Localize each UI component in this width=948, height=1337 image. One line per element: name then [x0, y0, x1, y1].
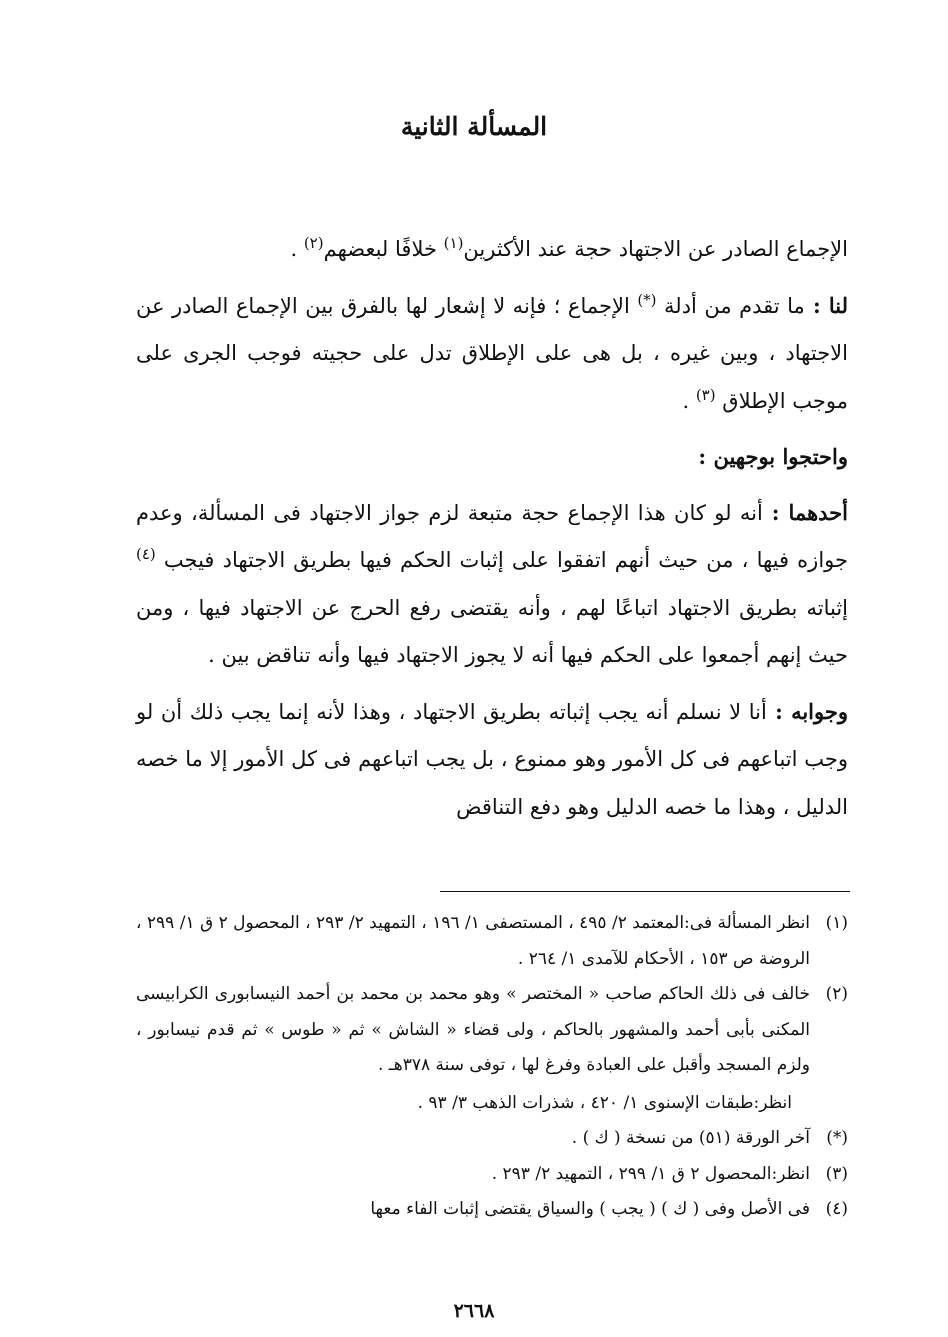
footnote-2-sources	[136, 1086, 848, 1122]
footnote-text: خالف فى ذلك الحاكم صاحب « المختصر » وهو محمد بن محمد بن أحمد النيسابورى الكرابيسى المكنى بأبى أحمد والمشهور بالحاكم ، ولى قضاء « الشاش » ثم « طوس » ثم قدم نيسابور ، ولزم المسجد وأقبل على العبادة وفرغ لها ، توفى سنة ٣٧٨هـ .	[136, 984, 810, 1075]
footnote-number: (٣)	[825, 1163, 848, 1184]
paragraph-answer	[136, 688, 848, 832]
footnote-star	[136, 1121, 848, 1157]
page-number: ٢٦٦٨	[453, 1300, 495, 1322]
footnotes	[136, 906, 848, 1228]
thesis-text-2: خلافًا لبعضهم	[323, 237, 444, 261]
footnote-text: انظر المسألة فى:المعتمد ٢/ ٤٩٥ ، المستصفى ١/ ١٩٦ ، التمهيد ٢/ ٢٩٣ ، المحصول ٢ ق ١/ ٢٩٩ ، الروضة ص ١٥٣ ، الأحكام للآمدى ١/ ٢٦٤ .	[136, 913, 811, 969]
footnote-ref-1[interactable]: (١)	[443, 234, 464, 252]
paragraph-thesis	[136, 226, 848, 274]
footnote-ref-2[interactable]: (٢)	[303, 234, 324, 252]
paragraph-argument	[136, 282, 848, 426]
footnote-divider	[440, 891, 850, 892]
footnote-number: (٢)	[825, 984, 848, 1004]
answer-text: أنا لا نسلم أنه يجب إثباته بطريق الاجتهاد ، وهذا لأنه إنما يجب ذلك أن لو وجب اتباعهم فى كل الأمور وهو ممنوع ، بل يجب اتباعهم فى كل الأمور إلا ما خصه الدليل ، وهذا ما خصه الدليل وهو دفع التناقض	[136, 699, 848, 819]
footnote-ref-4[interactable]: (٤)	[136, 545, 156, 563]
paragraph-first-objection	[136, 489, 848, 680]
footnote-3	[136, 1157, 848, 1193]
thesis-end: .	[290, 237, 304, 261]
section-heading: واحتجوا بوجهين :	[698, 444, 848, 469]
footnote-ref-star[interactable]: (*)	[637, 290, 657, 309]
footnote-ref-3[interactable]: (٣)	[695, 385, 716, 404]
footnote-number	[792, 1086, 830, 1122]
argument-lead: لنا :	[804, 292, 848, 318]
footnote-1	[136, 906, 848, 977]
argument-end: .	[682, 388, 696, 413]
footnote-text: انظر:المحصول ٢ ق ١/ ٢٩٩ ، التمهيد ٢/ ٢٩٣ .	[491, 1163, 810, 1184]
objection-text-2: إثباته بطريق الاجتهاد اتباعًا لهم ، وأنه يقتضى رفع الحرج عن الاجتهاد فيها ، ومن حيث إنهم أجمعوا على الحكم فيها أنه لا يجوز الاجتهاد فيها وأنه تناقض بين .	[136, 595, 848, 667]
main-text	[136, 226, 848, 839]
page-title: المسألة الثانية	[400, 112, 548, 141]
footnote-number: (١)	[825, 913, 848, 933]
footnote-text: آخر الورقة (٥١) من نسخة ( ك ) .	[571, 1128, 810, 1148]
footnote-2	[136, 977, 848, 1084]
argument-text: ما تقدم من أدلة	[656, 293, 805, 318]
argument-text-2: الإجماع ؛ فإنه لا إشعار لها بالفرق بين الإجماع الصادر عن الاجتهاد ، وبين غيره ، بل هى على الإطلاق تدل على حجيته فوجب الجرى على موجب الإطلاق	[136, 293, 848, 413]
footnote-4	[136, 1192, 848, 1228]
objection-text: أنه لو كان هذا الإجماع حجة متبعة لزم جواز الاجتهاد فى المسألة، وعدم جوازه فيها ، من حيث أنهم اتفقوا على إثبات الحكم فيها بطريق الاجتهاد فيجب	[136, 500, 848, 572]
answer-lead: وجوابه :	[766, 698, 848, 724]
footnote-number: (*)	[826, 1128, 848, 1148]
footnote-text: فى الأصل وفى ( ك ) ( يجب ) والسياق يقتضى إثبات الفاء معها	[370, 1199, 810, 1219]
thesis-text: الإجماع الصادر عن الاجتهاد حجة عند الأكثرين	[463, 237, 848, 261]
footnote-text: انظر:طبقات الإسنوى ١/ ٤٢٠ ، شذرات الذهب ٣/ ٩٣ .	[417, 1092, 792, 1113]
footnote-number: (٤)	[825, 1199, 848, 1219]
objection-lead: أحدهما :	[762, 499, 848, 525]
